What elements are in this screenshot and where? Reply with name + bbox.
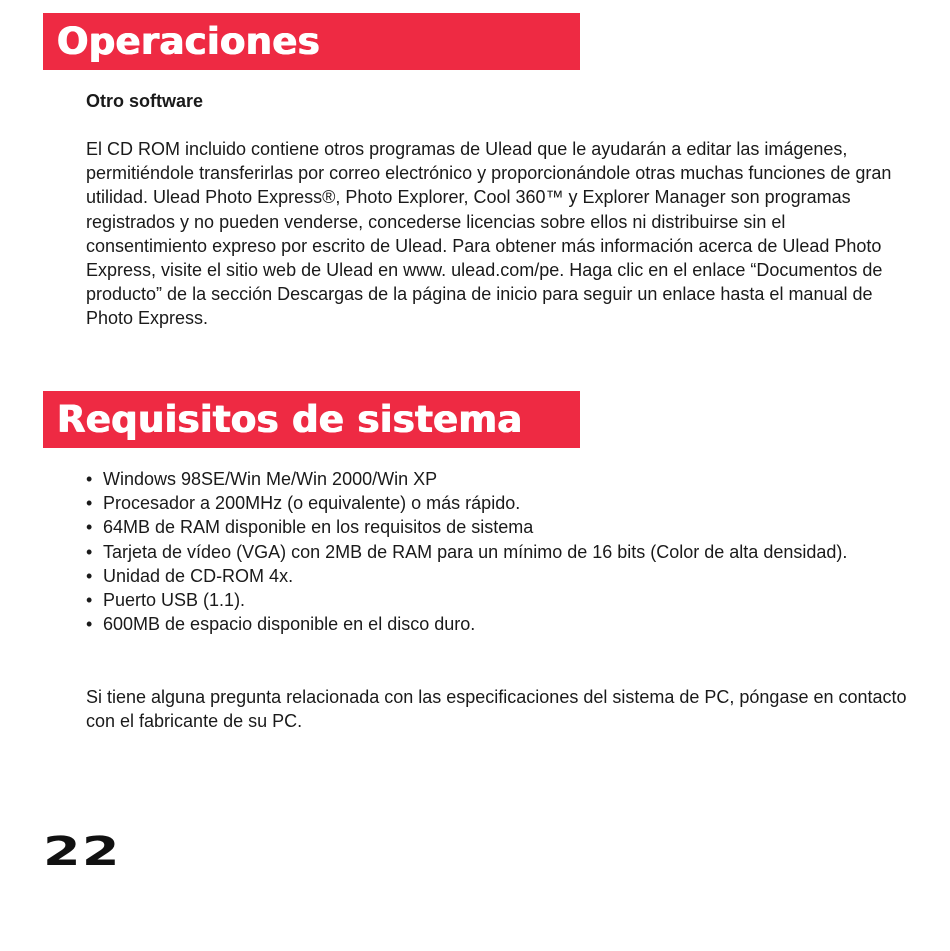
requirement-text: Unidad de CD-ROM 4x. [103,565,294,586]
bullet: • [86,541,93,562]
system-requirements-list [86,467,906,636]
requirement-text: Procesador a 200MHz (o equivalente) o más rápido. [103,493,521,514]
bullet: • [86,590,93,611]
bullet: • [86,565,93,586]
list-item [86,491,906,515]
requirement-text: 600MB de espacio disponible en el disco duro. [103,614,476,635]
page-number: 22 [43,829,121,875]
requisitos-banner [43,391,580,448]
otro-software-subheading: Otro software [86,91,204,111]
otro-software-paragraph: El CD ROM incluido contiene otros programas de Ulead que le ayudarán a editar las imágenes, permitiéndole transferirlas por correo electrónico y proporcionándole otras muchas funciones de gran utilidad. Ulead Photo Express®, Photo Explorer, Cool 360™ y Explorer Manager son programas registrados y no pueden venderse, concederse licencias sobre ellos ni distribuirse sin el consentimiento expreso por escrito de Ulead. Para obtener más información acerca de Ulead Photo Express, visite el sitio web de Ulead en www. ulead.com/pe. Haga clic en el enlace “Documentos de producto” de la sección Descargas de la página de inicio para seguir un enlace hasta el manual de Photo Express. [86,139,892,329]
requirement-text: Tarjeta de vídeo (VGA) con 2MB de RAM para un mínimo de 16 bits (Color de alta densidad). [103,541,848,562]
requirement-text: Puerto USB (1.1). [103,590,246,611]
list-item [86,467,906,491]
operaciones-banner [43,13,580,70]
list-item [86,540,906,564]
requirement-text: 64MB de RAM disponible en los requisitos de sistema [103,517,534,538]
list-item [86,515,906,539]
list-item [86,612,906,636]
bullet: • [86,469,93,489]
list-item [86,564,906,588]
list-item [86,588,906,612]
operaciones-heading: Operaciones [57,20,321,63]
bullet: • [86,614,93,635]
requirement-text: Windows 98SE/Win Me/Win 2000/Win XP [103,469,438,489]
bullet: • [86,493,93,514]
contact-paragraph: Si tiene alguna pregunta relacionada con las especificaciones del sistema de PC, póngase en contacto con el fabricante de su PC. [86,687,907,732]
requisitos-heading: Requisitos de sistema [57,398,523,441]
bullet: • [86,517,93,538]
